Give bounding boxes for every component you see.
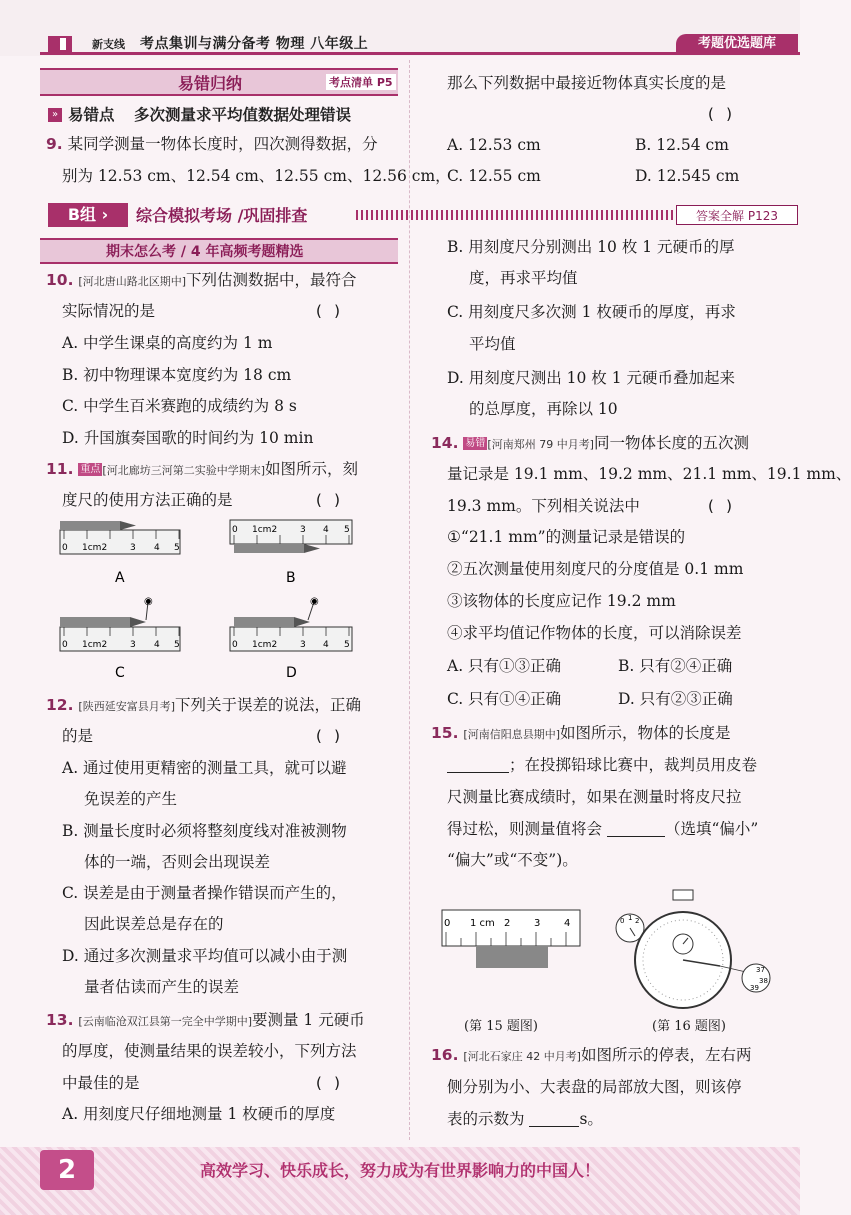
q14-answer-paren: ( ) xyxy=(706,497,734,515)
q15-tick-3: 3 xyxy=(534,918,541,929)
q15-line4-text-b: （选填“偏小” xyxy=(664,820,759,838)
q9-option-c: C. 12.55 cm xyxy=(447,167,541,185)
q13-line2: 的厚度，使测量结果的误差较小，下列方法 xyxy=(62,1042,357,1060)
q14-option-d: D. 只有②③正确 xyxy=(618,690,733,708)
q12-line1 xyxy=(46,690,361,722)
q11-label-d: D xyxy=(286,665,297,681)
q15-blank-1[interactable] xyxy=(447,772,509,773)
q10-number: 10. xyxy=(46,271,74,289)
q13-option-a: A. 用刻度尺仔细地测量 1 枚硬币的厚度 xyxy=(62,1105,336,1123)
q10-option-b: B. 初中物理课本宽度约为 18 cm xyxy=(62,366,292,384)
q10-line1 xyxy=(46,265,357,297)
q15-source: [河南信阳息县期中] xyxy=(463,728,560,741)
q16-line3 xyxy=(447,1104,603,1135)
q15-tick-4: 4 xyxy=(564,918,571,929)
q16-big-dial-39: 39 xyxy=(750,984,759,992)
q11-a-tick-5: 5 xyxy=(174,543,180,553)
q14-statement-4: ④求平均值记作物体的长度，可以消除误差 xyxy=(447,624,742,642)
q11-d-tick-1: 1cm2 xyxy=(252,640,278,650)
header-decor-gap xyxy=(60,38,66,50)
q16-blank[interactable] xyxy=(529,1126,579,1127)
q11-b-tick-5: 5 xyxy=(344,525,350,535)
q14-line2: 量记录是 19.1 mm、19.2 mm、21.1 mm、19.1 mm、 xyxy=(447,465,851,483)
q11-source: [河北廊坊三河第二实验中学期末] xyxy=(102,464,265,477)
q14-option-a: A. 只有①③正确 xyxy=(447,657,562,675)
q11-d-eye-icon: ◉ xyxy=(310,596,319,607)
q11-b-pencil xyxy=(234,544,304,553)
b-group-dots xyxy=(356,210,676,220)
q9-option-a: A. 12.53 cm xyxy=(447,136,541,154)
q11-ruler-d xyxy=(230,596,352,681)
q11-a-tick-0: 0 xyxy=(62,543,68,553)
q13-answer-paren: ( ) xyxy=(314,1074,342,1092)
q11-number: 11. xyxy=(46,460,74,478)
q11-c-tick-4: 4 xyxy=(154,640,160,650)
q11-a-pencil xyxy=(60,521,120,530)
q13-line3: 中最佳的是 xyxy=(62,1074,140,1092)
q9-number: 9. xyxy=(46,135,63,153)
q16-caption: (第 16 题图) xyxy=(652,1019,726,1034)
q10-option-a: A. 中学生课桌的高度约为 1 m xyxy=(62,334,273,352)
q15-line3: 尺测量比赛成绩时，如果在测量时将皮尺拉 xyxy=(447,788,742,806)
q15-caption: (第 15 题图) xyxy=(464,1019,538,1034)
q12-option-d-1: D. 通过多次测量求平均值可以减小由于测 xyxy=(62,947,348,965)
q15-ruler xyxy=(442,910,580,968)
q11-c-eye-icon: ◉ xyxy=(144,596,153,607)
q16-small-dial-1: 1 xyxy=(628,914,633,922)
q13-line1 xyxy=(46,1005,365,1037)
q11-c-pencil xyxy=(60,617,130,627)
header-rule xyxy=(40,52,800,55)
q14-tag: 易错 xyxy=(465,438,486,449)
section-yicuo-header xyxy=(40,68,398,96)
q10-answer-paren: ( ) xyxy=(314,302,342,320)
header-tag: 考题优选题库 xyxy=(676,34,798,54)
q15-line4-text-a: 得过松，则测量值将会 xyxy=(447,820,603,838)
q10-source: [河北唐山路北区期中] xyxy=(78,275,186,288)
q16-big-dial-37: 37 xyxy=(756,966,765,974)
q15-tick-2: 2 xyxy=(504,918,511,929)
q14-option-b: B. 只有②④正确 xyxy=(618,657,733,675)
q11-ruler-c xyxy=(60,596,180,681)
q11-b-tick-3: 3 xyxy=(300,525,306,535)
q11-line1 xyxy=(46,454,358,486)
q11-c-tick-3: 3 xyxy=(130,640,136,650)
q12-number: 12. xyxy=(46,696,74,714)
q11-c-tick-0: 0 xyxy=(62,640,68,650)
q13-option-b-1: B. 用刻度尺分别测出 10 枚 1 元硬币的厚 xyxy=(447,238,735,256)
q11-ruler-a xyxy=(60,521,180,586)
yicuo-point-text: 多次测量求平均值数据处理错误 xyxy=(134,106,352,124)
q14-statement-1: ①“21.1 mm”的测量记录是错误的 xyxy=(447,528,686,546)
q11-b-tick-0: 0 xyxy=(232,525,238,535)
q16-crown xyxy=(673,890,693,900)
q11-line2: 度尺的使用方法正确的是 xyxy=(62,491,233,509)
q11-label-b: B xyxy=(286,570,296,586)
q16-number: 16. xyxy=(431,1046,459,1064)
q13-source: [云南临沧双江县第一完全中学期中] xyxy=(78,1015,252,1028)
q12-option-c-2: 因此误差总是存在的 xyxy=(84,915,224,933)
q12-option-a-2: 免误差的产生 xyxy=(84,790,178,808)
q16-big-dial-38: 38 xyxy=(759,977,768,985)
q10-text: 下列估测数据中，最符合 xyxy=(186,271,357,289)
q14-statement-2: ②五次测量使用刻度尺的分度值是 0.1 mm xyxy=(447,560,744,578)
q16-text: 如图所示的停表，左右两 xyxy=(580,1046,752,1064)
q14-number: 14. xyxy=(431,434,459,452)
q16-small-dial-2: 2 xyxy=(635,917,640,925)
q12-option-b-1: B. 测量长度时必须将整刻度线对准被测物 xyxy=(62,822,347,840)
q11-c-tick-1: 1cm2 xyxy=(82,640,108,650)
q14-line1 xyxy=(431,428,749,460)
q10-line2: 实际情况的是 xyxy=(62,302,156,320)
q16-line3-text-a: 表的示数为 xyxy=(447,1110,525,1128)
q14-statement-3: ③该物体的长度应记作 19.2 mm xyxy=(447,592,676,610)
q14-line3: 19.3 mm。下列相关说法中 xyxy=(447,497,640,515)
q11-figure xyxy=(50,512,370,684)
q15-object xyxy=(476,946,548,968)
footer-slogan: 高效学习、快乐成长，努力成为有世界影响力的中国人！ xyxy=(199,1161,600,1180)
q13-text: 要测量 1 元硬币 xyxy=(252,1011,365,1029)
q14-option-c: C. 只有①④正确 xyxy=(447,690,562,708)
section-qimo-header xyxy=(40,238,398,264)
q12-option-b-2: 体的一端，否则会出现误差 xyxy=(84,853,271,871)
q10-option-d: D. 升国旗奏国歌的时间约为 10 min xyxy=(62,429,314,447)
q13-option-d-2: 的总厚度，再除以 10 xyxy=(469,400,618,418)
q11-label-c: C xyxy=(115,665,125,681)
publisher-logo: 新支线 xyxy=(92,38,125,51)
q15-line2 xyxy=(447,750,757,781)
q9-line2: 别为 12.53 cm、12.54 cm、12.55 cm、12.56 cm， xyxy=(62,167,451,185)
q16-line2: 侧分别为小、大表盘的局部放大图，则该停 xyxy=(447,1078,742,1096)
q15-tick-1: 1 cm xyxy=(470,918,495,929)
section-qimo-title: 期末怎么考 / 4 年高频考题精选 xyxy=(106,244,304,260)
q11-d-pencil xyxy=(234,617,294,627)
q13-option-c-2: 平均值 xyxy=(469,335,516,353)
q14-text: 同一物体长度的五次测 xyxy=(593,434,749,452)
yicuo-point-label: 易错点 xyxy=(68,106,115,124)
q13-option-c-1: C. 用刻度尺多次测 1 枚硬币的厚度，再求 xyxy=(447,303,736,321)
q11-b-tick-1: 1cm2 xyxy=(252,525,278,535)
q13-option-d-1: D. 用刻度尺测出 10 枚 1 元硬币叠加起来 xyxy=(447,369,736,387)
q11-b-tick-4: 4 xyxy=(323,525,329,535)
q15-text: 如图所示，物体的长度是 xyxy=(560,724,731,742)
q15-tick-0: 0 xyxy=(444,918,451,929)
q16-source: [河北石家庄 42 中月考] xyxy=(463,1050,581,1063)
q11-d-tick-5: 5 xyxy=(344,640,350,650)
q15-line2-text: ；在投掷铅球比赛中，裁判员用皮卷 xyxy=(509,756,758,774)
q12-option-d-2: 量者估读而产生的误差 xyxy=(84,978,240,996)
q11-d-tick-0: 0 xyxy=(232,640,238,650)
q15-number: 15. xyxy=(431,724,459,742)
q15-line5: “偏大”或“不变”)。 xyxy=(447,851,578,869)
q11-a-tick-4: 4 xyxy=(154,543,160,553)
q16-stopwatch xyxy=(616,890,770,1008)
section-yicuo-title: 易错归纳 xyxy=(178,74,243,93)
q11-a-tick-3: 3 xyxy=(130,543,136,553)
b-group-label: B组 › xyxy=(48,203,128,227)
q11-d-tick-4: 4 xyxy=(323,640,329,650)
q15-line4 xyxy=(447,814,758,845)
answer-reference: 答案全解 P123 xyxy=(676,205,798,225)
book-title: 考点集训与满分备考 物理 八年级上 xyxy=(140,36,369,52)
q10-option-c: C. 中学生百米赛跑的成绩约为 8 s xyxy=(62,397,297,415)
q9-option-d: D. 12.545 cm xyxy=(635,167,740,185)
q11-ruler-b xyxy=(230,520,352,586)
q9-text: 某同学测量一物体长度时，四次测得数据，分 xyxy=(67,135,378,153)
page-number: 2 xyxy=(40,1150,94,1190)
q12-line2: 的是 xyxy=(62,727,94,745)
q9-option-b: B. 12.54 cm xyxy=(635,136,729,154)
q9-line1 xyxy=(46,129,378,160)
q11-answer-paren: ( ) xyxy=(314,491,342,509)
q16-small-dial-0: 0 xyxy=(620,917,625,925)
q11-a-tick-1: 1cm2 xyxy=(82,543,108,553)
q14-source: [河南郑州 79 中月考] xyxy=(487,438,594,451)
q9-answer-paren: ( ) xyxy=(706,105,734,123)
q15-q16-figures xyxy=(430,880,800,1020)
q12-answer-paren: ( ) xyxy=(314,727,342,745)
q12-option-a-1: A. 通过使用更精密的测量工具，就可以避 xyxy=(62,759,347,777)
q12-source: [陕西延安富县月考] xyxy=(78,700,175,713)
q15-line1 xyxy=(431,718,731,750)
q13-option-b-2: 度，再求平均值 xyxy=(469,269,578,287)
q12-text: 下列关于误差的说法，正确 xyxy=(175,696,362,714)
q16-line1 xyxy=(431,1040,752,1072)
section-yicuo-ref: 考点清单 P5 xyxy=(326,74,396,90)
q12-option-c-1: C. 误差是由于测量者操作错误而产生的， xyxy=(62,884,347,902)
q9-line3: 那么下列数据中最接近物体真实长度的是 xyxy=(447,74,727,92)
b-group-title: 综合模拟考场 /巩固排查 xyxy=(136,206,308,225)
q11-c-tick-5: 5 xyxy=(174,640,180,650)
q15-blank-2[interactable] xyxy=(607,836,665,837)
q16-line3-text-b: s。 xyxy=(579,1110,603,1128)
q11-tag: 重点 xyxy=(80,464,101,475)
q11-label-a: A xyxy=(115,570,125,586)
yicuo-mark-icon: » xyxy=(48,108,62,122)
q13-number: 13. xyxy=(46,1011,74,1029)
q11-text: 如图所示，刻 xyxy=(265,460,359,478)
q11-d-tick-3: 3 xyxy=(300,640,306,650)
